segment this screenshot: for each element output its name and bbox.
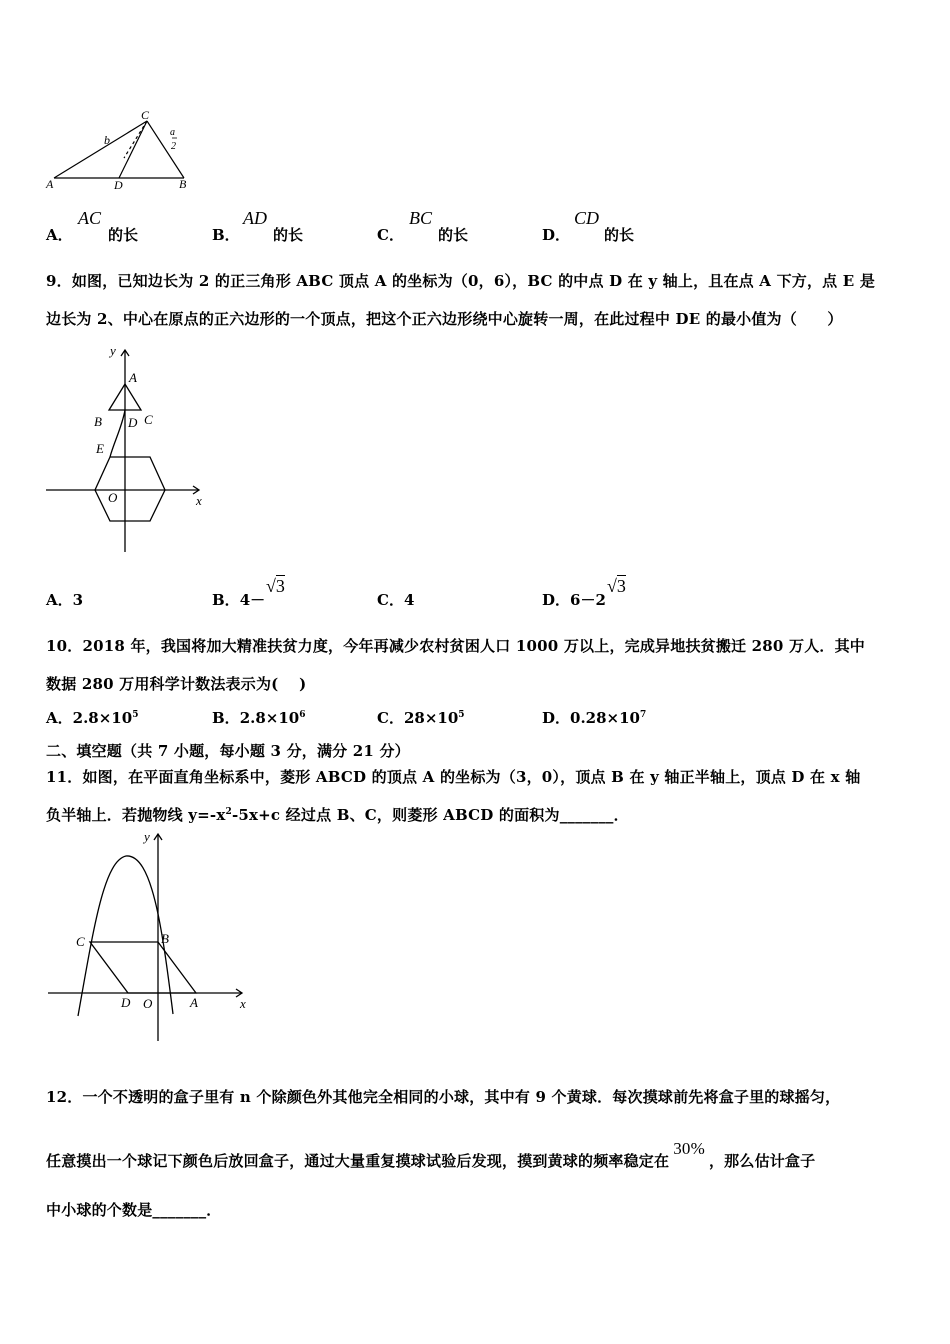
q8-option-b-letter: B． [212,226,240,244]
q11-rhombus-figure [44,826,254,1046]
q9-label-C: C [144,412,153,427]
q12-line2-pre: 任意摸出一个球记下颜色后放回盒子，通过大量重复摸球试验后发现，摸到黄球的频率稳定在 [46,1152,670,1170]
q10-option-a [46,707,138,728]
q10-option-c-base: 28×10 [403,709,459,727]
q8-option-b-suffix: 的长 [273,226,304,244]
q11-label-y: y [144,829,150,844]
q10-option-b-base: 2.8×10 [239,709,300,727]
q8-option-b-expr: AD [243,208,267,228]
q11-label-D: D [121,995,131,1010]
q12-line2-math: 30% [673,1139,705,1158]
q9-label-O: O [108,490,118,505]
q8-label-b: b [104,133,110,147]
q9-option-b-text: 4－ [239,591,266,609]
q10-option-d-base: 0.28×10 [570,709,640,727]
sqrt-sign-icon: √ [266,576,276,596]
q8-option-a [46,224,73,245]
q9-option-b-letter: B． [212,591,240,609]
q10-text-line1: 10．2018 年，我国将加大精准扶贫力度，今年再减少农村贫困人口 1000 万以上，完成异地扶贫搬迁 280 万人．其中 [46,637,865,655]
q8-label-a: a [170,127,175,138]
q8-option-d [542,224,570,245]
q9-option-b [212,589,265,610]
q9-option-a [46,589,83,610]
q8-option-a-letter: A． [46,226,73,244]
q8-option-a-expr: AC [78,208,102,228]
q9-option-a-text: 3 [72,591,84,609]
q11-label-A: A [190,995,198,1010]
q10-option-b [212,707,306,728]
q10-option-c-letter: C． [377,709,404,727]
q10-option-a-letter: A． [46,709,73,727]
q9-option-c-letter: C． [377,591,404,609]
q8-option-b [212,224,240,245]
q11-line2-pre: 负半轴上．若抛物线 y=-x [46,806,226,824]
q9-label-B: B [94,414,102,429]
q10-option-c [377,707,465,728]
q8-option-c-letter: C． [377,226,404,244]
q9-option-b-radicand: 3 [275,576,285,596]
q8-option-c [377,224,404,245]
q11-label-B: B [161,931,169,946]
q8-label-A: A [46,177,54,191]
q9-option-d-radical [607,576,626,597]
q10-text-line2: 数据 280 万用科学计数法表示为( ) [46,675,307,693]
q9-option-d-text: 6－2 [570,591,606,609]
q8-label-B: B [179,177,187,191]
q11-line2-sup: 2 [225,807,232,817]
q11-line2-post: -5x+c 经过点 B、C，则菱形 ABCD 的面积为_______． [231,806,629,824]
section-title: 二、填空题（共 7 小题，每小题 3 分，满分 21 分） [46,742,410,760]
q11-label-O: O [143,996,153,1011]
q12-text-line2 [46,1139,816,1171]
q10-option-d [542,707,646,728]
q8-triangle-figure [44,108,194,196]
q12-text-line1: 12．一个不透明的盒子里有 n 个除颜色外其他完全相同的小球，其中有 9 个黄球．每次摸球前先将盒子里的球摇匀， [46,1088,841,1106]
q9-label-D: D [128,415,138,430]
q9-option-c [377,589,414,610]
q9-text-line1: 9．如图，已知边长为 2 的正三角形 ABC 顶点 A 的坐标为（0，6），BC 的中点 D 在 y 轴上，且在点 A 下方，点 E 是 [46,272,876,290]
q9-label-x: x [196,493,202,508]
q11-label-C: C [76,934,85,949]
q10-option-b-exp: 6 [299,710,306,720]
q9-option-d-letter: D． [542,591,571,609]
sqrt-sign-icon: √ [607,576,617,596]
q11-text-line1: 11．如图，在平面直角坐标系中，菱形 ABCD 的顶点 A 的坐标为（3，0），顶点 B 在 y 轴正半轴上，顶点 D 在 x 轴 [46,768,861,786]
q10-option-d-exp: 7 [640,710,647,720]
q9-label-y: y [110,343,116,358]
q9-option-d [542,589,606,610]
q9-option-d-radicand: 3 [616,576,626,596]
q11-label-x: x [240,996,246,1011]
q9-hexagon-figure [44,342,214,557]
q9-option-a-letter: A． [46,591,73,609]
q10-option-d-letter: D． [542,709,571,727]
q9-option-b-radical [266,576,285,597]
q8-option-a-suffix: 的长 [108,226,139,244]
q10-option-b-letter: B． [212,709,240,727]
q8-label-D: D [114,178,123,192]
q8-option-d-letter: D． [542,226,571,244]
q9-label-A: A [129,370,137,385]
q9-option-c-text: 4 [403,591,415,609]
q10-option-c-exp: 5 [458,710,465,720]
q9-label-E: E [96,441,104,456]
q12-line2-post: ，那么估计盒子 [708,1152,816,1170]
q12-text-line3: 中小球的个数是_______． [46,1201,222,1219]
q11-text-line2 [46,804,629,825]
q9-text-line2: 边长为 2、中心在原点的正六边形的一个顶点，把这个正六边形绕中心旋转一周，在此过程中 DE 的最小值为（ ） [46,310,843,328]
q10-option-a-exp: 5 [132,710,139,720]
q8-option-d-expr: CD [574,208,600,228]
q8-label-C: C [141,108,150,122]
q8-option-c-suffix: 的长 [438,226,469,244]
q10-option-a-base: 2.8×10 [72,709,133,727]
q8-option-d-suffix: 的长 [604,226,635,244]
q8-option-c-expr: BC [409,208,433,228]
q8-label-2: 2 [171,141,176,152]
